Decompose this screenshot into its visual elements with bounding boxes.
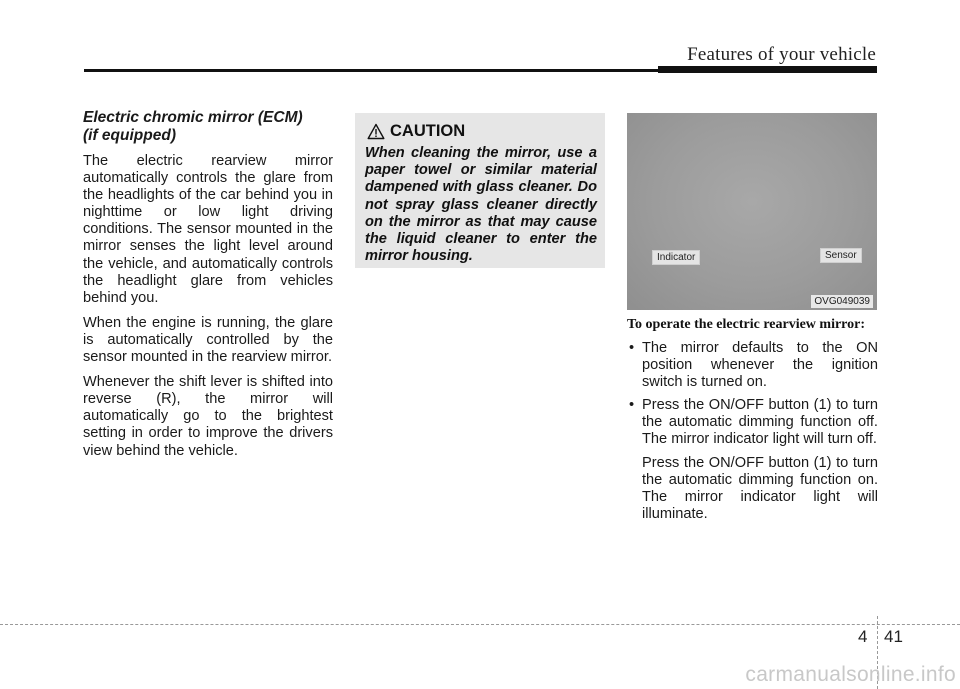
ecm-section (83, 109, 333, 468)
bullet-continuation: Press the ON/OFF button (1) to turn the automatic dimming function on. The mirror indicator light will illuminate. (642, 454, 878, 522)
chapter-number: 4 (858, 627, 868, 646)
caution-title: CAUTION (390, 121, 466, 140)
caution-header (367, 119, 597, 143)
warning-triangle-icon (367, 123, 385, 140)
section-title-line1: Electric chromic mirror (ECM) (83, 109, 303, 126)
watermark-text: carmanualsonline.info (745, 663, 956, 686)
page-header-title: Features of your vehicle (687, 44, 876, 65)
operate-section (627, 317, 878, 523)
paragraph-1: The electric rearview mirror automatically controls the glare from the headlights of the car behind you in nighttime or low light driving conditions. The sensor mounted in the mirror senses the light level around the vehicle, and automatically controls the headlight glare from vehicles behind you. (83, 153, 333, 306)
paragraph-3: Whenever the shift lever is shifted into reverse (R), the mirror will automatically go to the brightest setting in order to improve the drivers view behind the vehicle. (83, 374, 333, 459)
indicator-label: Indicator (652, 250, 700, 265)
mirror-photo (627, 113, 877, 310)
bullet-icon: • (629, 397, 635, 414)
sensor-label: Sensor (820, 248, 862, 263)
caution-text: When cleaning the mirror, use a paper towel or similar material dampened with glass cleaner. Do not spray glass cleaner directly on the mirror as that may cause the liquid cleaner to enter the mirror housing. (365, 145, 597, 265)
section-title-line2: (if equipped) (83, 127, 176, 144)
header-rule-accent (658, 66, 877, 73)
bullet-item-1 (627, 340, 878, 391)
bullet-icon: • (629, 340, 635, 356)
section-title (83, 109, 333, 145)
photo-background (627, 113, 877, 310)
paragraph-2: When the engine is running, the glare is automatically controlled by the sensor mounted in the rearview mirror. (83, 314, 333, 366)
footer-dashed-rule (0, 624, 960, 625)
bullet-item-2 (627, 397, 878, 448)
operate-heading: To operate the electric rearview mirror: (627, 317, 866, 332)
photo-code: OVG049039 (811, 295, 873, 308)
bullet-text-1: The mirror defaults to the ON position whenever the ignition switch is turned on. (642, 340, 878, 391)
caution-box (355, 113, 605, 268)
bullet-text-2: Press the ON/OFF button (1) to turn the automatic dimming function off. The mirror indicator light will turn off. (642, 397, 878, 448)
page-number: 41 (884, 627, 903, 646)
